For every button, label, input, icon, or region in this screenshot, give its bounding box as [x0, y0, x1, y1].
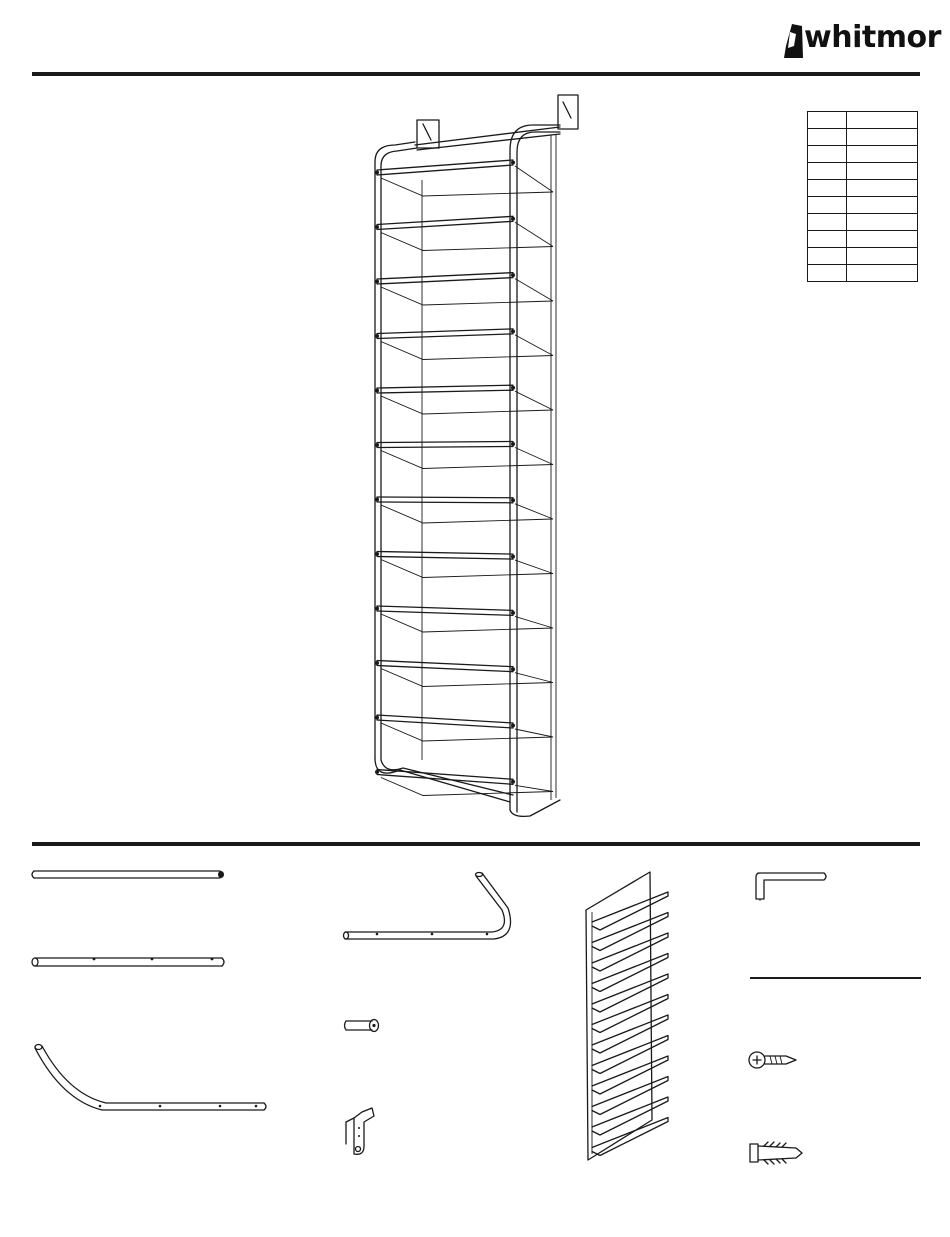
- parts-table-desc: [847, 163, 918, 180]
- rack-shelf: [375, 442, 553, 469]
- parts-table-row: [808, 180, 918, 197]
- rack-shelf: [375, 385, 553, 414]
- panel-shelf: [592, 1056, 668, 1094]
- whitmor-shoe-mark-icon: [782, 22, 806, 60]
- parts-table-desc: [847, 197, 918, 214]
- rack-shelf: [375, 329, 553, 360]
- parts-divider: [32, 842, 920, 846]
- bent-side-rail-part: [342, 870, 512, 942]
- rack-shelf: [375, 552, 553, 578]
- drilled-rod-part: [30, 955, 228, 969]
- connector-pin-part: [342, 1016, 382, 1036]
- rack-shelf: [375, 661, 553, 687]
- panel-shelf: [592, 1036, 668, 1074]
- hex-key-part: [748, 869, 830, 905]
- rack-shelf: [375, 273, 553, 305]
- parts-table-desc: [847, 248, 918, 265]
- panel-shelf: [592, 995, 668, 1033]
- parts-table-letter: [808, 112, 847, 129]
- parts-table-row: [808, 197, 918, 214]
- parts-table-desc: [847, 112, 918, 129]
- rack-shelf: [375, 715, 553, 741]
- curved-base-rail-part: [32, 1040, 268, 1120]
- parts-table-desc: [847, 231, 918, 248]
- parts-table-letter: [808, 248, 847, 265]
- parts-table-desc: [847, 146, 918, 163]
- parts-table-desc: [847, 129, 918, 146]
- panel-shelf: [592, 913, 668, 951]
- rack-shelf: [375, 606, 553, 632]
- parts-table-letter: [808, 214, 847, 231]
- parts-table-letter: [808, 129, 847, 146]
- panel-shelf: [592, 974, 668, 1012]
- door-hook-bracket-part: [338, 1104, 378, 1162]
- rack-shelf: [375, 497, 553, 523]
- panel-shelf: [592, 1077, 668, 1115]
- parts-table-row: [808, 146, 918, 163]
- parts-table-letter: [808, 163, 847, 180]
- header-divider: [32, 72, 920, 76]
- parts-table-row: [808, 129, 918, 146]
- parts-table-letter: [808, 197, 847, 214]
- long-rod-part: [30, 868, 226, 882]
- parts-table-row: [808, 231, 918, 248]
- parts-table-letter: [808, 265, 847, 282]
- wall-anchor-part: [746, 1140, 804, 1166]
- assembled-rack-illustration: [355, 90, 585, 825]
- panel-shelf: [592, 892, 668, 930]
- parts-table-desc: [847, 214, 918, 231]
- rack-shelf: [375, 216, 553, 250]
- parts-table-desc: [847, 265, 918, 282]
- shelf-panel-assembly-part: [578, 868, 674, 1164]
- brand-logo: [782, 20, 941, 62]
- screw-part: [746, 1049, 798, 1071]
- hardware-divider: [750, 977, 921, 979]
- parts-table-desc: [847, 180, 918, 197]
- panel-shelf: [592, 954, 668, 992]
- parts-table-row: [808, 112, 918, 129]
- brand-name: whitmor: [804, 20, 941, 55]
- rack-shelf: [375, 160, 553, 196]
- parts-table-row: [808, 163, 918, 180]
- parts-table-row: [808, 214, 918, 231]
- panel-shelf: [592, 1015, 668, 1053]
- parts-table-letter: [808, 180, 847, 197]
- parts-table: [807, 111, 918, 282]
- panel-shelf: [592, 933, 668, 971]
- parts-table-row: [808, 265, 918, 282]
- parts-table-letter: [808, 146, 847, 163]
- parts-table-letter: [808, 231, 847, 248]
- parts-table-row: [808, 248, 918, 265]
- rack-shelves: [375, 160, 553, 796]
- panel-shelf: [592, 1097, 668, 1135]
